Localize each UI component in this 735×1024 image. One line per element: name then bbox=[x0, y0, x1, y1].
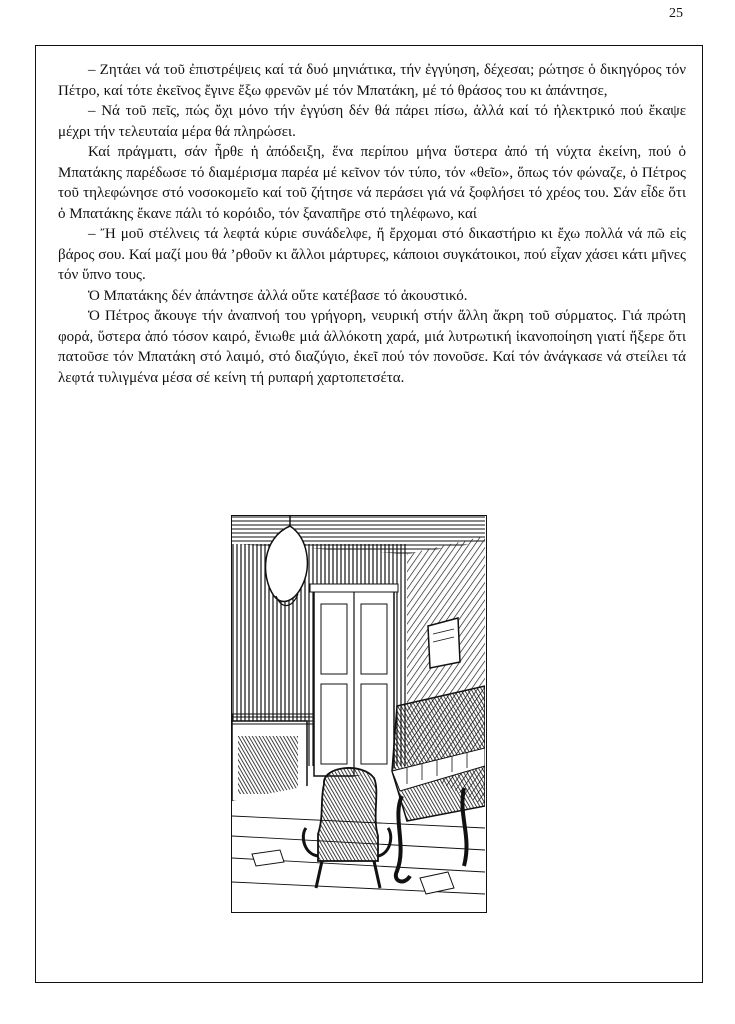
page-number: 25 bbox=[669, 6, 683, 21]
paragraph: – Νά τοῦ πεῖς, πώς ὄχι μόνο τήν ἐγγύση δέν θά πάρει πίσω, ἀλλά καί τό ἠλεκτρικό πού ἔκαψε μέχρι τήν τελευταία μέρα θά πληρώσει. bbox=[58, 103, 686, 140]
paragraph: Ὁ Πέτρος ἄκουγε τήν ἀναπνοή του γρήγορη, νευρική στήν ἄλλη ἄκρη τοῦ σύρματος. Γιά πρώτη φορά, ὕστερα ἀπό τόσον καιρό, ἔνιωθε μιά ἀλλόκοτη χαρά, μιά λυτρωτική ἱκανοποίηση γιατί ἤξερε ὅτι πατοῦσε τόν Μπατάκη στό λαιμό, στό διαζύγιο, ἐκεῖ πού τόν πονοῦσε. Καί τόν ἀνάγκασε νά στείλει τά λεφτά τυλιγμένα μέσα σέ κείνη τή ρυπαρή χαρτοπετσέτα. bbox=[58, 308, 686, 386]
wall-picture bbox=[428, 618, 460, 668]
paragraph: – Ζητάει νά τοῦ ἐπιστρέψεις καί τά δυό μηνιάτικα, τήν ἐγγύηση, δέχεσαι; ρώτησε ὁ δικηγόρος τόν Πέτρο, καί τότε ἐκεῖνος ἔγινε ἔξω φρενῶν μέ τόν Μπατάκη, μέ τό θράσος του κι ἀπάντησε, bbox=[58, 62, 686, 99]
body-text bbox=[58, 60, 686, 388]
paragraph: Καί πράγματι, σάν ἦρθε ἡ ἀπόδειξη, ἕνα περίπου μήνα ὕστερα ἀπό τή νύχτα ἐκείνη, πού ὁ Μπατάκης παρέδωσε τό διαμέρισμα παρέα μέ κεῖνον τόν τύπο, τόν «θεῖο», ὅπως τόν φώναζε, ὁ Πέτρος τοῦ τηλεφώνησε στό νοσοκομεῖο καί τοῦ ζήτησε νά περάσει γιά νά ξοφλήσει τό χρέος του. Σάν εἶδε ὅτι ὁ Μπατάκης ἔκανε πάλι τό κορόιδο, τόν ξαναπῆρε στό τηλέφωνο, καί bbox=[58, 144, 686, 222]
room-illustration bbox=[231, 515, 487, 913]
armchair bbox=[318, 768, 378, 861]
paragraph: Ὁ Μπατάκης δέν ἀπάντησε ἀλλά οὔτε κατέβασε τό ἀκουστικό. bbox=[88, 287, 468, 304]
paragraph: – Ἤ μοῦ στέλνεις τά λεφτά κύριε συνάδελφε, ἤ ἔρχομαι στό δικαστήριο κι ἔχω πολλά νά πῶ εἰς βάρος σου. Καί μαζί μου θά ’ρθοῦν κι ἄλλοι μάρτυρες, κάποιοι συγκάτοικοι, πού εἶχαν χάσει κάτι μῆνες τόν ὕπνο τους. bbox=[58, 226, 686, 283]
